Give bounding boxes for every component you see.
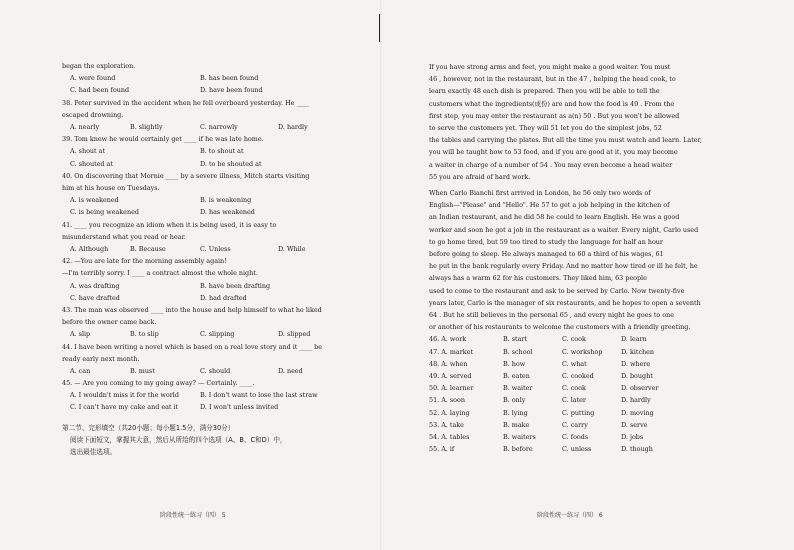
passage-line: 46 , however, not in the restaurant, but in the 47 , helping the head cook, to (429, 75, 676, 84)
option-text: B. school (503, 347, 533, 356)
passage-line: learn exactly 48 each dish is prepared. Then you will be able to tell the (429, 87, 660, 96)
option-text: B. waiters (503, 432, 536, 441)
option-text: B. before (503, 445, 533, 454)
option-text: D. serve (621, 420, 648, 429)
option-text: A. can (70, 366, 91, 375)
option-text: C. slipping (200, 330, 235, 339)
right-column (429, 61, 727, 455)
option-text: C. unless (562, 445, 592, 454)
option-text: D. slipped (278, 330, 311, 339)
option-text: D. learn (621, 335, 647, 344)
passage-line: a waiter in charge of a number of 54 . You may even become a head waiter (429, 160, 673, 169)
option-text: 46. A. work (429, 335, 467, 344)
option-text: 54. A. tables (429, 432, 470, 441)
question-line: before the owner came back. (62, 318, 157, 327)
passage-line: years later, Carlo is the manager of six restaurants, and he hopes to open a seventh (429, 298, 701, 307)
option-text: B. I don't want to lose the last straw (200, 391, 318, 400)
passage-line: you will be taught how to 53 food, and if you are good at it, you may become (429, 148, 678, 157)
option-text: D. have been found (200, 86, 263, 95)
option-text: 48. A. when (429, 359, 468, 368)
answer-row (429, 370, 727, 382)
answer-options (62, 121, 362, 133)
passage-line: an Indian restaurant, and he did 58 he could to learn English. He was a good (429, 213, 680, 222)
option-text: B. to slip (130, 330, 159, 339)
option-text: C. is being weakened (70, 208, 139, 217)
answer-row (429, 333, 727, 345)
answer-options (62, 365, 362, 377)
option-text: A. is weakened (70, 196, 119, 205)
option-text: 52. A. laying (429, 408, 470, 417)
question-line: ready early next month. (62, 354, 140, 363)
left-page-footer: 阶段性统一练习（四） 5 (160, 512, 226, 519)
option-text: D. While (278, 244, 306, 253)
option-text: C. Unless (200, 244, 231, 253)
option-text: A. nearly (70, 122, 100, 131)
option-text: 55. A. if (429, 445, 455, 454)
answer-options (62, 145, 362, 157)
passage-line: If you have strong arms and feet, you might make a good waiter. You must (429, 63, 671, 71)
option-text: B. eaten (503, 372, 530, 381)
answer-options (62, 206, 362, 218)
question-line: 42. —You are late for the morning assembly again! (62, 257, 227, 266)
option-text: A. Although (70, 244, 109, 253)
answer-row (429, 419, 727, 431)
answer-row (429, 407, 727, 419)
question-line: him at his house on Tuesdays. (62, 183, 160, 192)
option-text: B. has been found (200, 74, 259, 83)
option-text: 53. A. take (429, 420, 464, 429)
option-text: C. should (200, 366, 231, 375)
option-text: C. foods (562, 432, 589, 441)
option-text: A. shout at (70, 147, 106, 156)
option-text: 50. A. learner (429, 384, 474, 393)
section-instructions: 阅读下面短文，掌握其大意，然后从所给的四个选项（A、B、C和D）中， (70, 435, 287, 444)
option-text: A. I wouldn't miss it for the world (70, 391, 179, 400)
passage-line: always has a warm 62 for his customers. They liked him, 63 people (429, 274, 647, 283)
answer-options (62, 401, 362, 413)
option-text: D. though (621, 445, 653, 454)
passage-line: When Carlo Bianchi first arrived in London, he 56 only two words of (429, 189, 651, 198)
passage-line: 64 . But he still believes in the personal 65 , and every night he goes to one (429, 311, 675, 320)
left-page (0, 0, 395, 550)
option-text: A. was drafting (70, 281, 120, 290)
answer-options (62, 72, 362, 84)
option-text: C. I can't have my cake and eat it (70, 403, 179, 412)
passage-line: worker and soon he got a job in the restaurant as a waiter. Every night, Carlo used (429, 225, 699, 234)
option-text: C. what (562, 359, 587, 368)
section-title: 第二节、完形填空（共20小题；每小题1.5分，满分30分） (62, 423, 235, 432)
passage-line: used to come to the restaurant and ask to be served by Carlo. Now twenty-five (429, 286, 685, 295)
passage-line: before going to sleep. He always managed to 60 a third of his wages, 61 (429, 250, 664, 259)
option-text: D. has weakened (200, 208, 255, 217)
passage-line: to go home tired, but 59 too tired to study the language for half an hour (429, 237, 663, 246)
option-text: D. need (278, 366, 303, 375)
option-text: B. only (503, 396, 526, 405)
passage-line: the tables and carrying the plates. But all the time you must watch and learn. Later, (429, 136, 702, 145)
option-text: B. must (130, 366, 155, 375)
passage-line: 55 you are afraid of hard work. (429, 172, 531, 181)
question-line: 39. Tom knew he would certainly get ____ if he was late home. (62, 135, 264, 144)
option-text: C. cook (562, 335, 586, 344)
option-text: A. were found (70, 74, 116, 83)
option-text: D. where (621, 359, 651, 368)
answer-options (62, 84, 362, 96)
option-text: C. workshop (562, 347, 603, 356)
answer-row (429, 394, 727, 406)
answer-options (62, 328, 362, 340)
answer-row (429, 431, 727, 443)
question-line: misunderstand what you read or hear. (62, 232, 186, 241)
option-text: B. slightly (130, 122, 163, 131)
option-text: D. had drafted (200, 293, 247, 302)
option-text: D. to be shouted at (200, 159, 262, 168)
option-text: C. shouted at (70, 159, 113, 168)
option-text: 49. A. served (429, 372, 472, 381)
answer-options (62, 292, 362, 304)
option-text: C. cook (562, 384, 586, 393)
page-fold-shadow (380, 0, 382, 550)
passage-line: customers what the ingredients(成份) are and how the food is 49 . From the (429, 99, 675, 108)
option-text: D. hardly (621, 396, 651, 405)
option-text: D. observer (621, 384, 659, 393)
option-text: C. later (562, 396, 586, 405)
option-text: D. moving (621, 408, 654, 417)
answer-options (62, 194, 362, 206)
option-text: D. jobs (621, 432, 644, 441)
left-column (62, 60, 362, 458)
passage-line: or another of his restaurants to welcome the customers with a friendly greeting. (429, 323, 691, 332)
option-text: C. had been found (70, 86, 130, 95)
option-text: D. hardly (278, 122, 308, 131)
answer-options (62, 280, 362, 292)
option-text: C. narrowly (200, 122, 238, 131)
question-line: 44. I have been writing a novel which is based on a real love story and it ____ be (62, 342, 323, 351)
question-line: escaped drowning. (62, 110, 124, 119)
option-text: 47. A. market (429, 347, 474, 356)
passage-line: he put in the bank regularly every Friday. And no matter how tired or ill he felt, he (429, 262, 698, 271)
answer-row (429, 346, 727, 358)
question-line: —I'm terribly sorry. I ____ a contract almost the whole night. (62, 269, 258, 278)
passage-line: first step, you may enter the restaurant as a(n) 50 . But you won't be allowed (429, 111, 680, 120)
question-line: 38. Peter survived in the accident when he fell overboard yesterday. He ____ (62, 98, 310, 107)
passage-line: to serve the customers yet. They will 51 let you do the simplest jobs, 52 (429, 124, 662, 133)
question-line: 41. ____ you recognize an idiom when it is being used, it is easy to (62, 220, 277, 229)
answer-options (62, 243, 362, 255)
passage-line: English—"Please" and "Hello". He 57 to get a job helping in the kitchen of (429, 201, 670, 210)
answer-options (62, 389, 362, 401)
page-fold-mark (379, 14, 380, 42)
option-text: B. lying (503, 408, 528, 417)
answer-row (429, 443, 727, 455)
option-text: B. waiter (503, 384, 533, 393)
question-line: 45. — Are you coming to my going away? — Certainly. ____. (62, 379, 255, 388)
answer-row (429, 358, 727, 370)
option-text: B. is weakening (200, 196, 252, 205)
option-text: B. start (503, 335, 528, 344)
question-line: began the exploration. (62, 62, 136, 70)
question-line: 40. On discovering that Mornie ____ by a severe illness, Mitch starts visiting (62, 171, 310, 180)
option-text: C. cooked (562, 372, 594, 381)
right-page-footer: 阶段性统一练习（四） 6 (537, 512, 603, 519)
option-text: D. I won't unless invited (200, 403, 279, 412)
option-text: B. Because (130, 244, 166, 253)
right-page (399, 0, 794, 550)
option-text: C. carry (562, 420, 588, 429)
option-text: 51. A. soon (429, 396, 465, 405)
option-text: A. slip (70, 330, 91, 339)
option-text: B. have been drafting (200, 281, 271, 290)
option-text: B. to shout at (200, 147, 244, 156)
option-text: D. kitchen (621, 347, 655, 356)
option-text: D. bought (621, 372, 653, 381)
option-text: B. how (503, 359, 526, 368)
option-text: C. putting (562, 408, 595, 417)
option-text: B. make (503, 420, 530, 429)
question-line: 43. The man was observed ____ into the house and help himself to what he liked (62, 305, 322, 314)
section-instructions: 选出最佳选项。 (70, 448, 117, 457)
option-text: C. have drafted (70, 293, 120, 302)
answer-options (62, 158, 362, 170)
answer-row (429, 382, 727, 394)
spacer (62, 414, 362, 422)
